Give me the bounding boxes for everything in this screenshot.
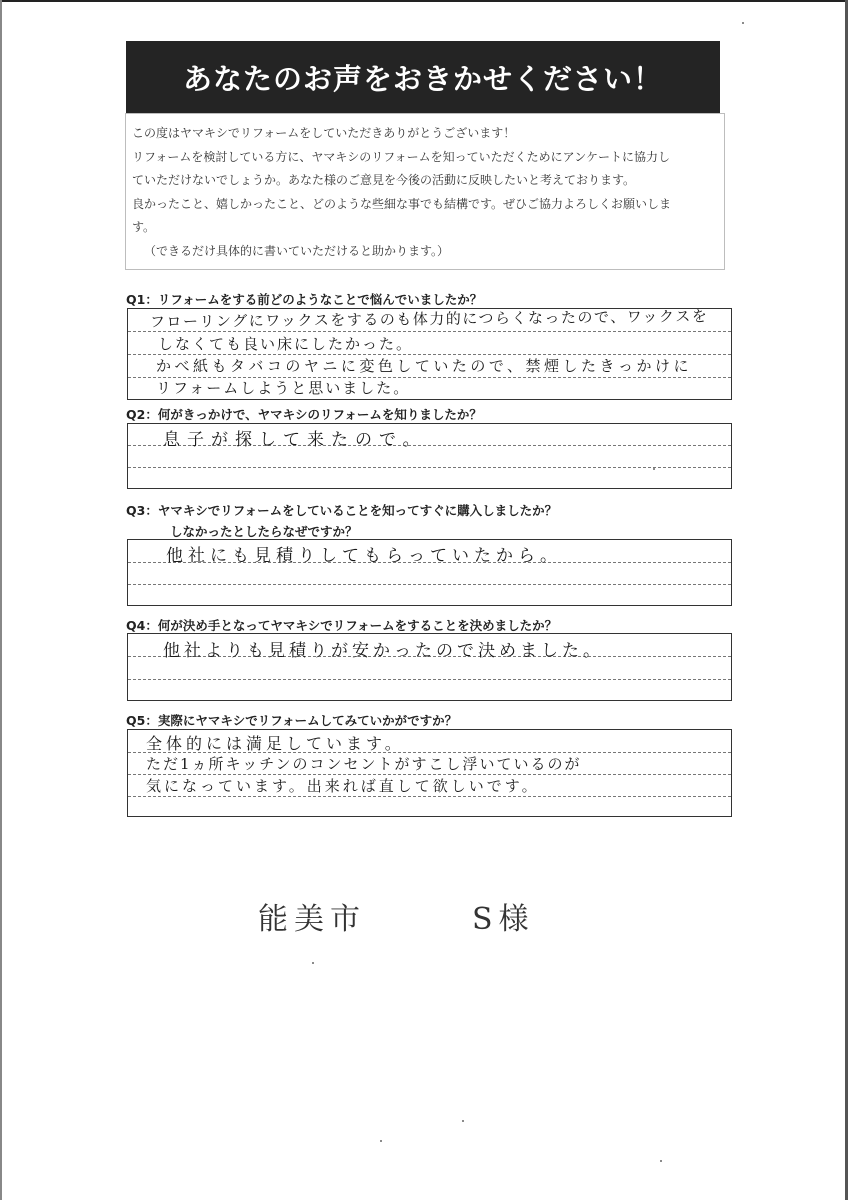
answer-4-box [127, 633, 732, 701]
page-title: あなたのお声をおきかせください！ [126, 41, 720, 113]
question-5-label: Q5：実際にヤマキシでリフォームしてみていかがですか？ [126, 713, 458, 728]
intro-line: 良かったこと、嬉しかったこと、どのような些細な事でも結構です。ぜひご協力よろしくお願いしま [132, 196, 672, 211]
scan-speck [380, 1140, 382, 1142]
signature-city: 能美市 [258, 902, 366, 937]
handwritten-answer: ただ1ヵ所キッチンのコンセントがすこし浮いているのが [146, 755, 582, 773]
intro-box [125, 113, 725, 270]
scan-speck [742, 22, 744, 24]
scan-speck [660, 1160, 662, 1162]
question-4-label: Q4：何が決め手となってヤマキシでリフォームをすることを決めましたか？ [126, 618, 558, 633]
ruled-line [128, 679, 731, 680]
scan-speck [312, 962, 314, 964]
scan-speck [462, 1120, 464, 1122]
ruled-line [128, 584, 731, 585]
answer-5-box [127, 729, 732, 817]
intro-line: この度はヤマキシでリフォームをしていただきありがとうございます！ [132, 126, 516, 140]
handwritten-answer: かべ紙もタバコのヤニに変色していたので、禁煙したきっかけに [156, 357, 693, 375]
ruled-line [128, 796, 731, 797]
handwritten-answer: 息子が探して来たので。 [163, 430, 427, 450]
handwritten-answer: しなくても良い床にしたかった。 [158, 335, 414, 353]
question-2-label: Q2：何がきっかけで、ヤマキシのリフォームを知りましたか？ [126, 407, 482, 422]
handwritten-answer: フローリングにワックスをするのも体力的につらくなったので、ワックスを [149, 307, 709, 331]
handwritten-answer: 気になっています。出来れば直して欲しいです。 [146, 777, 540, 795]
handwritten-answer: 全体的には満足しています。 [146, 734, 405, 753]
question-1-label: Q1：リフォームをする前どのようなことで悩んでいましたか？ [126, 292, 483, 307]
question-3-sublabel: しなかったとしたらなぜですか？ [170, 524, 358, 539]
answer-3-box [127, 539, 732, 606]
scan-edge-top [0, 0, 848, 2]
handwritten-answer: リフォームしようと思いました。 [156, 379, 411, 397]
intro-line: す。 [132, 220, 156, 234]
scan-speck [653, 468, 655, 470]
intro-line: （できるだけ具体的に書いていただけると助かります。） [144, 243, 450, 258]
signature-name: S様 [472, 902, 535, 937]
handwritten-answer: 他社にも見積りしてもらっていたから。 [166, 546, 562, 566]
ruled-line [128, 467, 731, 468]
answer-1-box [127, 308, 732, 400]
handwritten-answer: 他社よりも見積りが安かったので決めました。 [163, 641, 604, 661]
question-3-label: Q3：ヤマキシでリフォームをしていることを知ってすぐに購入しましたか？ [126, 503, 558, 518]
answer-2-box [127, 423, 732, 489]
intro-line: リフォームを検討している方に、ヤマキシのリフォームを知っていただくためにアンケートに協力し [132, 149, 670, 164]
intro-line: ていただけないでしょうか。あなた様のご意見を今後の活動に反映したいと考えております。 [132, 173, 636, 187]
scan-edge-left [0, 0, 2, 1200]
